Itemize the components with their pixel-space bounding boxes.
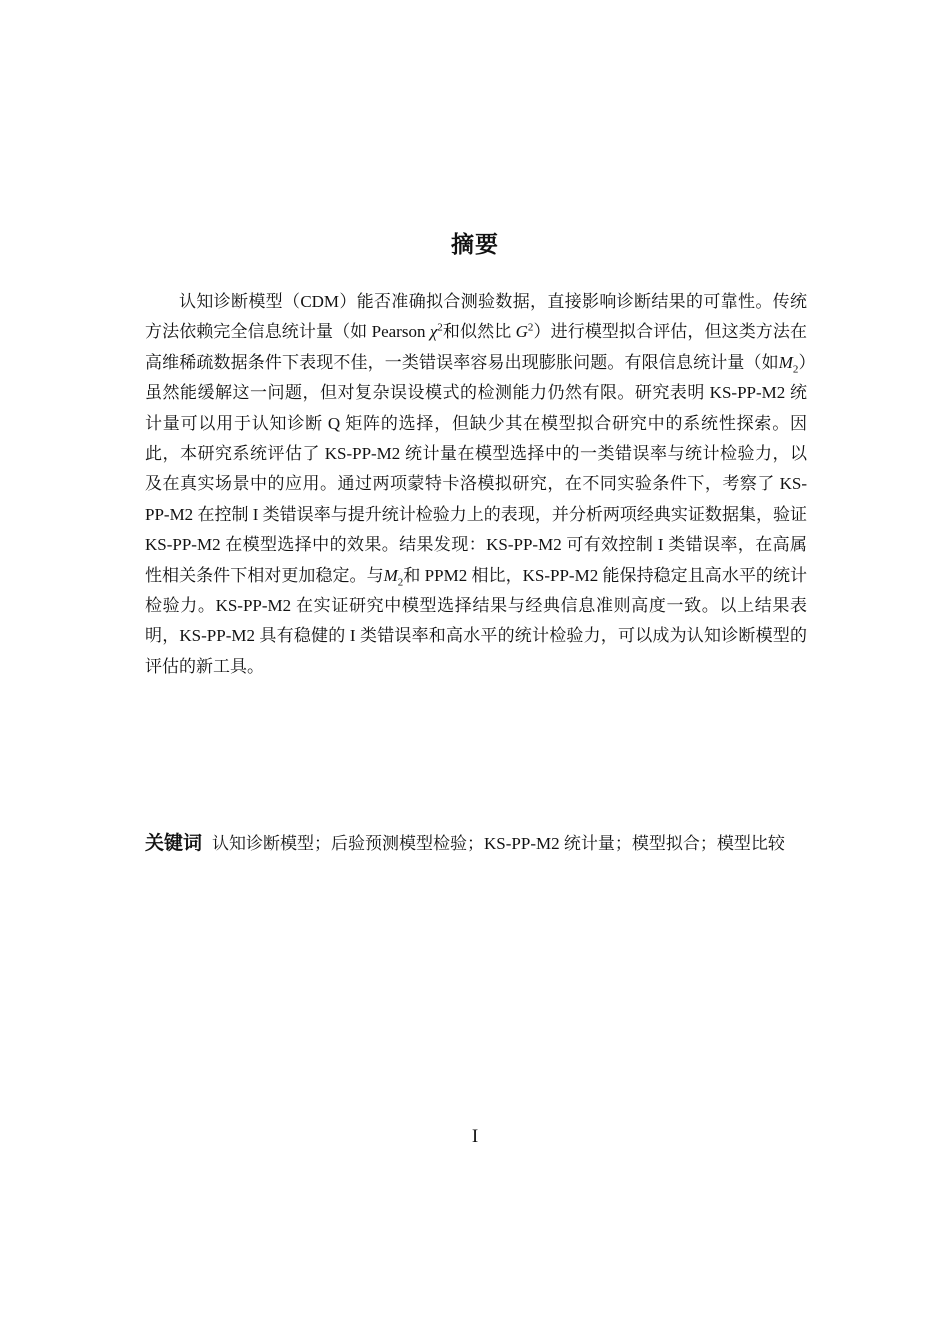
m2-subscript-second: 2 [397, 576, 404, 589]
abstract-body [145, 287, 807, 682]
page-number: I [471, 1126, 479, 1147]
abstract-text-3: ）进行模型拟合评估，但这类方法在高维稀疏数据条件下表现不佳，一类错误率容易出现膨胀问题。有限信息统计量（如 [145, 322, 808, 372]
chi-superscript: 2 [437, 321, 443, 334]
g-symbol: G [515, 322, 528, 342]
abstract-text-4: ）虽然能缓解这一问题，但对复杂误设模式的检测能力仍然有限。研究表明 KS-PP-M2 统计量可以用于认知诊断 Q 矩阵的选择，但缺少其在模型拟合研究中的系统性探索。因此，本研究系统评估了 KS-PP-M2 统计量在模型选择中的一类错误率与统计检验力，以及在真实场景中的应用。通过两项蒙特卡洛模拟研究，在不同实验条件下，考察了 KS-PP-M2 在控制 I 类错误率与提升统计检验力上的表现，并分析两项经典实证数据集，验证 KS-PP-M2 在模型选择中的效果。结果发现：KS-PP-M2 可有效控制 I 类错误率，在高属性相关条件下相对更加稳定。与 [145, 352, 808, 585]
m2-symbol-second: M [383, 565, 398, 585]
g-superscript: 2 [527, 321, 534, 334]
m2-symbol: M [778, 352, 793, 372]
keywords-text: 认知诊断模型；后验预测模型检验；KS-PP-M2 统计量；模型拟合；模型比较 [212, 834, 785, 853]
m2-subscript: 2 [792, 363, 799, 376]
keywords-label: 关键词 [145, 832, 203, 854]
abstract-title: 摘要 [451, 232, 499, 258]
keywords-line [145, 820, 807, 867]
abstract-text-2: 和似然比 [442, 322, 516, 342]
abstract-text-5: 和 PPM2 相比，KS-PP-M2 能保持稳定且高水平的统计检验力。KS-PP-M2 在实证研究中模型选择结果与经典信息准则高度一致。以上结果表明，KS-PP-M2 具有稳健的 I 类错误率和高水平的统计检验力，可以成为认知诊断模型的评估的新工具。 [145, 565, 807, 676]
chi-symbol: χ [429, 322, 438, 342]
abstract-text-1: 认知诊断模型（CDM）能否准确拟合测验数据，直接影响诊断结果的可靠性。传统方法依赖完全信息统计量（如 Pearson [145, 292, 807, 342]
